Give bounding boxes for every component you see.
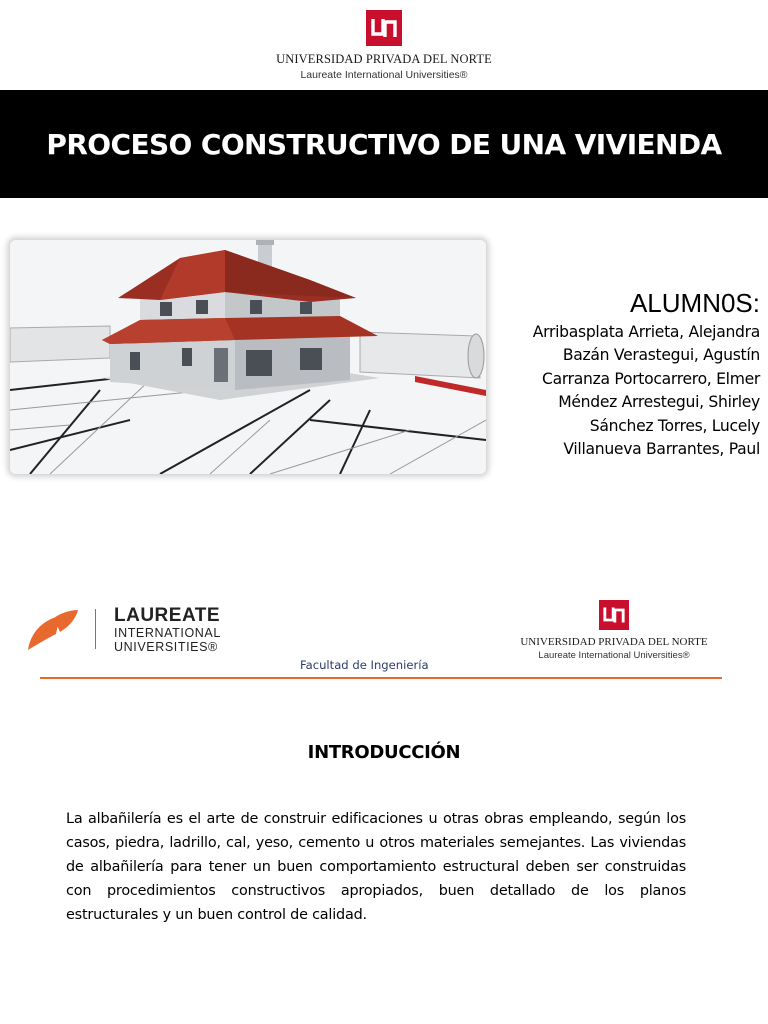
- upn-logo-secondary: [510, 600, 718, 661]
- students-heading: ALUMN0S:: [629, 288, 760, 318]
- student-name: Carranza Portocarrero, Elmer: [541, 369, 760, 388]
- header-divider: [40, 677, 722, 679]
- upn-emblem-icon: [599, 600, 629, 630]
- page-title: PROCESO CONSTRUCTIVO DE UNA VIVIENDA: [46, 128, 722, 161]
- laureate-wordmark: [114, 606, 221, 654]
- upn-emblem-icon: [366, 10, 402, 46]
- student-name: Arribasplata Arrieta, Alejandra: [532, 323, 760, 341]
- laureate-line3: UNIVERSITIES®: [114, 640, 218, 654]
- upn-logo: [256, 10, 512, 81]
- university-name: UNIVERSIDAD PRIVADA DEL NORTE: [520, 636, 708, 648]
- university-subtitle: Laureate International Universities®: [538, 650, 690, 661]
- student-name: Méndez Arrestegui, Shirley: [558, 393, 760, 412]
- student-name: Sánchez Torres, Lucely: [589, 416, 760, 435]
- university-name: UNIVERSIDAD PRIVADA DEL NORTE: [276, 52, 492, 66]
- laureate-divider: [95, 609, 96, 649]
- student-name: Bazán Verastegui, Agustín: [562, 346, 760, 365]
- university-subtitle: Laureate International Universities®: [300, 69, 468, 81]
- students-list: [460, 288, 760, 461]
- intro-heading: INTRODUCCIÓN: [307, 742, 461, 763]
- intro-paragraph: La albañilería es el arte de construir edificaciones u otras obras empleando, según los casos, piedra, ladrillo, cal, yeso, cemento u otros materiales semejantes. Las viviendas de albañilería para tener un buen comportamiento estructural deben ser construidas con procedimientos constructivos apropiados, buen detallado de los planos estructurales y un buen control de calidad.: [66, 811, 686, 923]
- house-blueprint-image: [10, 240, 486, 474]
- laureate-line2: INTERNATIONAL: [114, 626, 221, 640]
- faculty-label: Facultad de Ingeniería: [300, 658, 429, 672]
- laureate-line1: LAUREATE: [114, 605, 221, 626]
- student-name: Villanueva Barrantes, Paul: [563, 440, 760, 459]
- title-band: [0, 90, 768, 198]
